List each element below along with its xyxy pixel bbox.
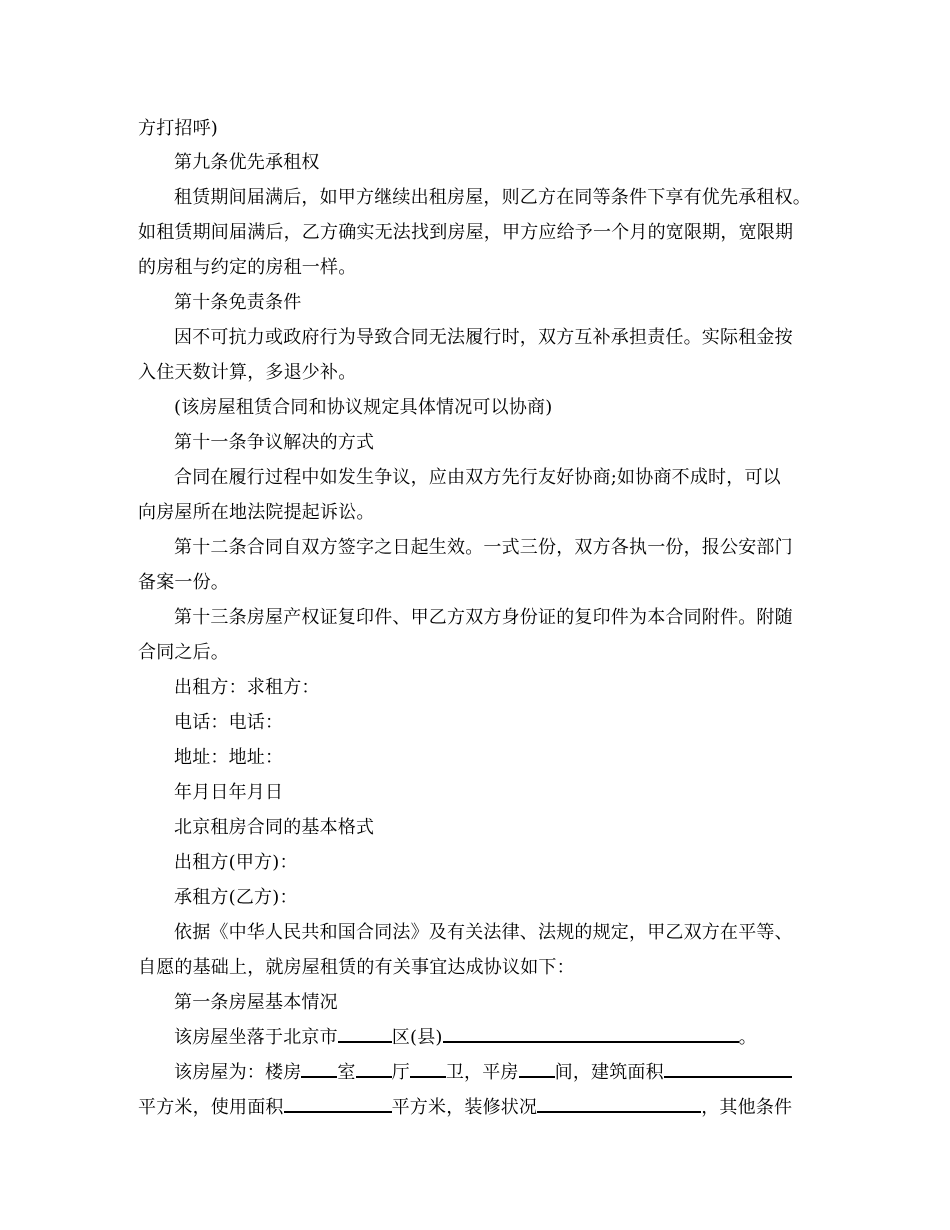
text-line: 因不可抗力或政府行为导致合同无法履行时，双方互补承担责任。实际租金按 — [174, 327, 793, 348]
text-line: 依据《中华人民共和国合同法》及有关法律、法规的规定，甲乙双方在平等、 — [174, 922, 793, 943]
text-line: 合同之后。 — [138, 642, 229, 663]
area-unit: 平方米，装修状况 — [391, 1097, 538, 1118]
blank-district — [338, 1027, 392, 1043]
signature-parties: 出租方：求租方： — [174, 677, 320, 698]
text-line: 合同在履行过程中如发生争议，应由双方先行友好协商;如协商不成时，可以 — [174, 467, 781, 488]
location-line — [174, 1027, 757, 1049]
document-title: 北京租房合同的基本格式 — [174, 817, 375, 838]
text-line: 租赁期间届满后，如甲方继续出租房屋，则乙方在同等条件下享有优先承租权。 — [174, 187, 811, 208]
location-end: 。 — [738, 1027, 757, 1048]
blank-baths — [410, 1062, 446, 1078]
blank-building-area — [664, 1062, 792, 1078]
rooms-prefix: 该房屋为：楼房 — [174, 1062, 302, 1083]
article-heading: 第十条免责条件 — [174, 292, 302, 313]
text-line: 入住天数计算，多退少补。 — [138, 362, 357, 383]
text-line: 向房屋所在地法院提起诉讼。 — [138, 502, 375, 523]
lessor-label: 出租方(甲方)： — [174, 852, 298, 873]
signature-date: 年月日年月日 — [174, 782, 284, 803]
area-suffix: ，其他条件 — [701, 1097, 793, 1118]
text-line: 如租赁期间届满后，乙方确实无法找到房屋，甲方应给予一个月的宽限期，宽限期 — [138, 222, 794, 243]
text-line: 第十三条房屋产权证复印件、甲乙方双方身份证的复印件为本合同附件。附随 — [174, 607, 793, 628]
location-district: 区(县) — [391, 1027, 443, 1048]
text-line: 方打招呼) — [138, 118, 219, 139]
signature-address: 地址：地址： — [174, 747, 284, 768]
blank-decoration — [537, 1097, 701, 1113]
area-prefix: 平方米，使用面积 — [138, 1097, 284, 1118]
location-prefix: 该房屋坐落于北京市 — [174, 1027, 338, 1048]
signature-phone: 电话：电话： — [174, 712, 284, 733]
blank-usable-area — [284, 1097, 392, 1113]
article-heading: 第九条优先承租权 — [174, 152, 320, 173]
rooms-room: 室 — [337, 1062, 356, 1083]
rooms-line — [174, 1062, 792, 1084]
text-line: 自愿的基础上，就房屋租赁的有关事宜达成协议如下： — [138, 957, 575, 978]
article-heading: 第一条房屋基本情况 — [174, 992, 338, 1013]
text-line: 第十二条合同自双方签字之日起生效。一式三份，双方各执一份，报公安部门 — [174, 537, 793, 558]
blank-bungalow — [519, 1062, 555, 1078]
blank-rooms — [301, 1062, 337, 1078]
text-line: (该房屋租赁合同和协议规定具体情况可以协商) — [174, 397, 553, 418]
text-line: 备案一份。 — [138, 572, 229, 593]
article-heading: 第十一条争议解决的方式 — [174, 432, 375, 453]
rooms-bath: 卫，平房 — [445, 1062, 519, 1083]
text-line: 的房租与约定的房租一样。 — [138, 257, 357, 278]
blank-address — [443, 1027, 739, 1043]
area-line — [138, 1097, 792, 1119]
lessee-label: 承租方(乙方)： — [174, 887, 298, 908]
blank-halls — [356, 1062, 392, 1078]
rooms-bungalow: 间，建筑面积 — [554, 1062, 664, 1083]
rooms-hall: 厅 — [391, 1062, 410, 1083]
